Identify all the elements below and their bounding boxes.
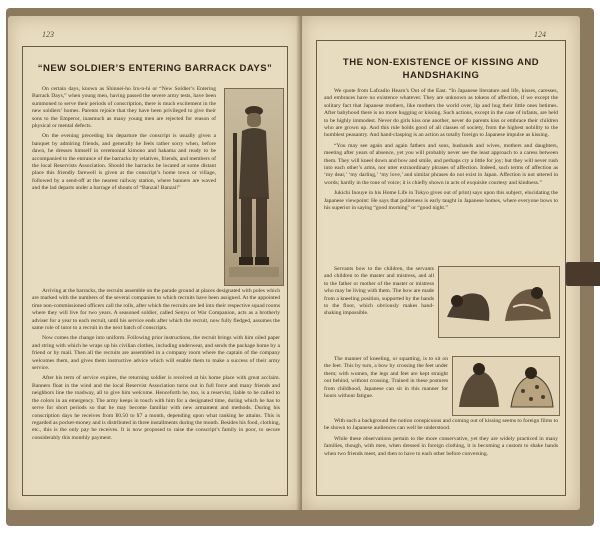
right-page-title xyxy=(322,56,560,82)
left-bottom-paragraph: Now comes the change into uniform. Following prior instructions, the recruit brings with him oiled paper and string with which he wraps up his civilian clothes, including underwear, and sends the package home by a friend or by mail. Then all the recruits are assembled in a company room where the captain of the company welcomes them, and gives them instructive advice which will enable them to make a success of their army service. xyxy=(32,335,280,372)
right-title-line2: HANDSHAKING xyxy=(402,70,480,81)
left-top-paragraph: On certain days, known as Shinnei-ho Iru-n-hi or “New Soldier’s Entering Barrack Days,” when young men, having passed the severe army tests, have been summoned to serve their periods of conscription, there is much excitement in the new soldiers’ homes. Parents rejoice that they have been privileged to give their sons to the Emperor, inasmuch as many young men are rejected for reason of physical or mental defects. xyxy=(32,86,216,130)
bowing-figures-icon xyxy=(453,357,559,415)
right-top-paragraph: “You may see again and again fathers and sons, husbands and wives, mothers and daughters, meeting after years of absence, yet you will probably never see the least approach to a caress between them. They will kneel down and bow and smile, and perhaps cry a little for joy; but they will never rush into each other’s arms, nor utter extraordinary phrases of affection. Indeed, such terms of affection as ‘my dear,’ ‘my darling,’ ‘my love,’ and similar phrases do not exist in Japan. Affection is not uttered in words; hardly in the tone of voice; it is chiefly shown in acts of exquisite courtesy and kindness.” xyxy=(324,142,558,186)
bowing-illustration-top xyxy=(438,266,560,338)
soldier-figure-icon xyxy=(225,89,283,285)
left-page-number: 123 xyxy=(42,30,54,39)
bookmark-ribbon xyxy=(566,262,600,286)
right-bottom-paragraph: While these observations pertain to the more conservative, yet they are widely practiced in many families, though, with men, when dressed in foreign clothing, it is becoming a custom to shake hands when two friends meet, and then to have to each other before conversing. xyxy=(324,435,558,457)
right-page xyxy=(302,16,580,510)
soldier-photo xyxy=(224,88,284,286)
right-page-number: 124 xyxy=(534,30,546,39)
left-text-top xyxy=(32,86,216,286)
left-text-bottom xyxy=(32,288,280,496)
right-top-paragraph: Jukichi Inouye in his Home Life in Tokyo gives out of print) says upon this subject, elucidating the Japanese viewpoint: He says that politeness is early taught in Japanese homes, where everyone bows to his superior in saying “good morning” or “good night.” xyxy=(324,190,558,212)
right-text-bottom xyxy=(324,418,558,498)
left-bottom-paragraph: Arriving at the barracks, the recruits assemble on the parade ground at places designated with poles which are marked with the numbers of the several companies to which recruits have been assigned. At the appointed time non-commissioned officers call the rolls, after which the recruits are led into their respective squad rooms where they will live for two years. A seasoned soldier, called Senyu or War Companion, acts as a brotherly adviser for a year to each recruit, until his service ends after which the recruit, now fully fledged, assumes the same role of tutor to a recruit in the next batch of conscripts. xyxy=(32,288,280,332)
right-mid-paragraph: Servants bow to the children, the servants and children to the master and mistress, and all to the father or mother of the master or mistress who may be living with them. The bow are made from a kneeling position, supported by the hands to the floor, which obviously makes hand-shaking impossible. xyxy=(324,266,434,317)
right-top-paragraph: We quote from Lafcadio Hearn’s Out of the East. “In Japanese literature and life, kisses, caresses, and embraces have no existence whatever. They are unknown as tokens of affection, if we except the solitary fact that Japanese mothers, like mothers the world over, lip and hug their little ones betimes. After babyhood there is no more hugging or kissing. Such actions, except in the case of infants, are held to be highly immodest. Never do girls kiss one another, never do parents kiss or embrace their children who are grown up. And this rule holds good of all classes of society, from the highest nobility to the humblest peasantry. And hand-clasping is an action as totally foreign to Japanese impulse as kissing. xyxy=(324,88,558,139)
right-bottom-paragraph: With such a background the notion conspicuous and coming out of kissing seems to foreign films to be shown to Japanese audiences can well be understood. xyxy=(324,418,558,432)
bowing-illustration-bottom xyxy=(452,356,560,416)
kneeling-bow-icon xyxy=(439,267,559,337)
left-bottom-paragraph: After his term of service expires, the returning soldier is received at his home place with great acclaim. Banners float in the wind and the local Reservist Association turns out in full force and many friends and neighbors line the roadway, all to give him welcome. Henceforth he, too, is a reservist, liable to be called to the colors in an emergency. The army keeps in touch with him for a designated time, during which he has to serve for short periods so that he may become familiar with new armament and methods. During his conscription days he receives from ¥0.50 to ¥7 a month, depending upon what ranking he attains. This is regarded as pocket-money and is distributed in three installments during the month. Besides his food, clothing, etc., this is the only pay he receives. It is now proposed to raise the conscript’s family in poor, to secure considerably this monthly payment. xyxy=(32,375,280,441)
left-page-title: “NEW SOLDIER’S ENTERING BARRACK DAYS” xyxy=(37,63,273,74)
right-title-line1: THE NON-EXISTENCE OF KISSING AND xyxy=(342,57,540,68)
right-text-mid2 xyxy=(324,356,448,416)
left-page xyxy=(8,16,302,510)
right-text-mid xyxy=(324,266,434,356)
left-top-paragraph: On the evening preceding his departure the conscript is usually given a banquet by admiring friends, and generally he feels rather sorry when, before dawn, he dresses himself in ceremonial kimono and hakama and ready to be accompanied to the entrance of the barracks by relatives, friends, and members of the local Reservists Association. Should the barracks be located at some distant place this friendly farewell is given at the conscript’s home town or village, followed by a send-off at the nearest railway station, where banners are waved and the lad departs under a barrage of shouts of “Banzai! Banzai!” xyxy=(32,133,216,192)
right-text-top xyxy=(324,88,558,264)
right-mid2-paragraph: The manner of kneeling, or squatting, is to sit on the feet. This by turn, a bow by crossing the feet under them; with women, the legs and feet are kept straight out behind, without crossing. Trained in these postures from childhood, Japanese can sit in this manner for hours without fatigue. xyxy=(324,356,448,400)
